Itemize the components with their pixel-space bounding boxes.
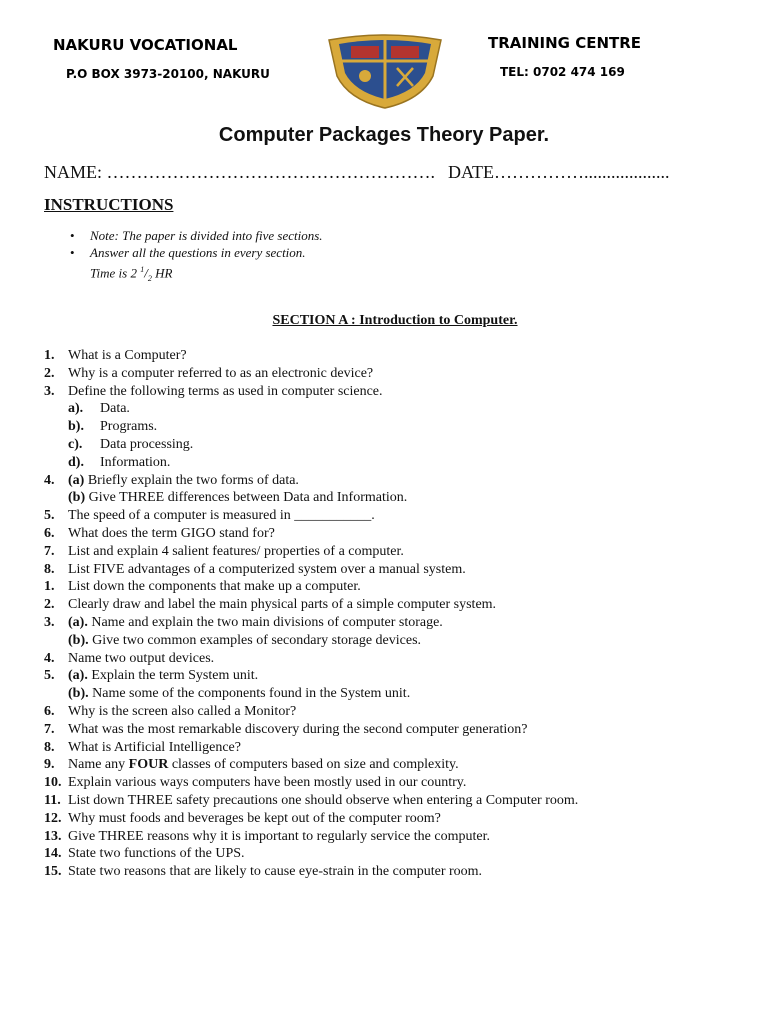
question-number: 6. bbox=[44, 704, 55, 719]
question-number: 4. bbox=[44, 650, 55, 666]
question-number: 13. bbox=[44, 828, 62, 844]
question-text: Give two common examples of secondary storage devices. bbox=[88, 632, 422, 648]
question-subitem bbox=[44, 400, 130, 418]
question-item bbox=[44, 703, 296, 721]
question-text: What is Artificial Intelligence? bbox=[68, 739, 241, 755]
question-part-label: (a). bbox=[68, 615, 88, 630]
date-field-label: DATE……………................... bbox=[448, 162, 670, 182]
question-text: Give THREE reasons why it is important to regularly service the computer. bbox=[68, 828, 490, 844]
question-text: State two reasons that are likely to cause eye-strain in the computer room. bbox=[68, 864, 483, 880]
paper-title: Computer Packages Theory Paper. bbox=[218, 124, 550, 146]
question-item bbox=[44, 667, 258, 685]
question-text: List down THREE safety precautions one should observe when entering a Computer room. bbox=[68, 793, 579, 808]
question-item bbox=[44, 828, 490, 846]
question-number: 7. bbox=[44, 721, 55, 737]
question-item bbox=[44, 614, 443, 632]
question-text: Give THREE differences between Data and Information. bbox=[85, 490, 408, 506]
question-subitem bbox=[44, 454, 170, 472]
question-text: Name two output devices. bbox=[68, 650, 215, 666]
question-number: 4. bbox=[44, 472, 55, 488]
question-item bbox=[44, 810, 441, 828]
question-item bbox=[44, 632, 421, 650]
instruction-time-display: Time is 2 $^1/_2$ HR bbox=[90, 265, 173, 283]
question-subitem bbox=[44, 436, 193, 454]
question-number: 8. bbox=[44, 739, 55, 755]
subitem-letter: d). bbox=[68, 454, 84, 470]
question-text: Why must foods and beverages be kept out of the computer room? bbox=[68, 810, 441, 826]
question-item bbox=[44, 685, 410, 703]
question-text: Explain various ways computers have been mostly used in our country. bbox=[68, 775, 467, 791]
question-number: 8. bbox=[44, 561, 55, 577]
question-item bbox=[44, 774, 466, 792]
question-item bbox=[44, 383, 383, 401]
question-number: 12. bbox=[44, 810, 62, 826]
section-a-heading: SECTION A : Introduction to Computer. bbox=[272, 313, 518, 328]
question-part-label: (a). bbox=[68, 668, 88, 684]
question-part-label: (b). bbox=[68, 686, 89, 702]
question-item bbox=[44, 543, 404, 561]
question-item bbox=[44, 845, 245, 863]
question-item bbox=[44, 863, 482, 881]
name-field-label: NAME: ………………………………………………. bbox=[44, 162, 435, 182]
question-item bbox=[44, 792, 578, 810]
question-text: Name any bbox=[68, 757, 129, 773]
question-text: Explain the term System unit. bbox=[87, 668, 259, 684]
question-text: State two functions of the UPS. bbox=[68, 846, 245, 862]
question-number: 2. bbox=[44, 597, 55, 613]
instruction-item: • Answer all the questions in every section. bbox=[70, 244, 323, 261]
question-item bbox=[44, 507, 375, 525]
question-item bbox=[44, 721, 528, 739]
question-number: 15. bbox=[44, 864, 62, 880]
question-number: 11. bbox=[44, 793, 61, 808]
question-text: Name and explain the two main divisions of computer storage. bbox=[87, 615, 443, 630]
question-text: Why is the screen also called a Monitor? bbox=[68, 704, 297, 719]
question-number: 1. bbox=[44, 348, 55, 363]
question-item bbox=[44, 596, 496, 614]
instruction-item: • Note: The paper is divided into five sections. bbox=[70, 227, 323, 244]
question-number: 5. bbox=[44, 668, 55, 684]
question-text: Information. bbox=[100, 454, 171, 470]
question-text: The speed of a computer is measured in ___________. bbox=[68, 508, 375, 524]
question-item bbox=[44, 347, 187, 365]
question-text: Data processing. bbox=[100, 437, 194, 452]
question-item bbox=[44, 525, 275, 543]
question-text: List down the components that make up a computer. bbox=[68, 579, 361, 595]
school-telephone: TEL: 0702 474 169 bbox=[500, 65, 625, 79]
question-subitem bbox=[44, 418, 157, 436]
question-text: Data. bbox=[100, 401, 130, 417]
instructions-heading: INSTRUCTIONS bbox=[44, 195, 174, 214]
question-text: List and explain 4 salient features/ properties of a computer. bbox=[68, 543, 404, 559]
question-part-label: (a) bbox=[68, 472, 85, 488]
school-crest-logo bbox=[325, 28, 445, 110]
question-number: 7. bbox=[44, 543, 55, 559]
question-part-label: (b) bbox=[68, 490, 86, 506]
question-text: Programs. bbox=[100, 419, 158, 435]
question-part-label: (b). bbox=[68, 632, 89, 648]
subitem-letter: b). bbox=[68, 419, 84, 435]
question-number: 14. bbox=[44, 846, 62, 862]
question-number: 2. bbox=[44, 365, 55, 381]
subitem-letter: c). bbox=[68, 437, 83, 452]
question-item bbox=[44, 650, 214, 668]
question-text: What was the most remarkable discovery during the second computer generation? bbox=[68, 721, 528, 737]
question-text: List FIVE advantages of a computerized system over a manual system. bbox=[68, 561, 466, 577]
question-item bbox=[44, 489, 407, 507]
question-text: Briefly explain the two forms of data. bbox=[84, 472, 299, 488]
school-address: P.O BOX 3973-20100, NAKURU bbox=[66, 67, 270, 81]
question-number: 1. bbox=[44, 579, 55, 595]
question-text: What is a Computer? bbox=[68, 348, 187, 363]
question-item bbox=[44, 756, 459, 774]
question-text: What does the term GIGO stand for? bbox=[68, 526, 275, 541]
question-item bbox=[44, 561, 466, 579]
question-number: 6. bbox=[44, 526, 55, 541]
question-emphasis: FOUR bbox=[128, 757, 169, 773]
question-number: 9. bbox=[44, 757, 55, 773]
school-name-right: TRAINING CENTRE bbox=[488, 34, 642, 52]
question-item bbox=[44, 472, 299, 490]
question-number: 5. bbox=[44, 508, 55, 524]
question-text: Why is a computer referred to as an electronic device? bbox=[68, 365, 374, 381]
question-text: Name some of the components found in the System unit. bbox=[88, 686, 411, 702]
question-text: Define the following terms as used in computer science. bbox=[68, 383, 383, 399]
question-text: Clearly draw and label the main physical parts of a simple computer system. bbox=[68, 597, 497, 613]
subitem-letter: a). bbox=[68, 401, 84, 417]
question-number: 3. bbox=[44, 615, 55, 630]
question-item bbox=[44, 365, 373, 383]
question-item bbox=[44, 578, 361, 596]
question-number: 3. bbox=[44, 383, 55, 399]
question-item bbox=[44, 739, 241, 757]
question-number: 10. bbox=[44, 775, 62, 791]
question-text: classes of computers based on size and complexity. bbox=[168, 757, 459, 773]
school-name-left: NAKURU VOCATIONAL bbox=[53, 36, 238, 54]
